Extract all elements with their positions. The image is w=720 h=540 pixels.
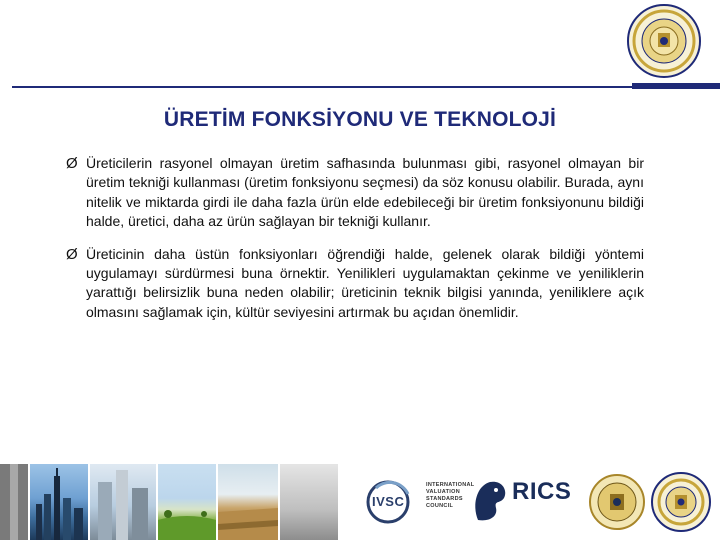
- ivsc-line: VALUATION: [426, 489, 460, 495]
- bullet-item: [66, 245, 644, 323]
- ivsc-line: STANDARDS: [426, 496, 463, 502]
- header-rule-thick: [632, 83, 720, 89]
- ivsc-line: INTERNATIONAL: [426, 482, 475, 488]
- city-skyline-photo-icon: [30, 464, 88, 540]
- header-rule-thin: [12, 86, 632, 88]
- ankara-university-seal-icon: [624, 2, 704, 80]
- slide-content: [66, 154, 644, 335]
- bullet-item: [66, 154, 644, 232]
- ivsc-line: COUNCIL: [426, 503, 454, 509]
- green-field-photo-icon: [158, 464, 216, 540]
- misc-photo-icon: [280, 464, 338, 540]
- rics-lion-icon: [470, 476, 510, 526]
- bullet-text: Üreticilerin rasyonel olmayan üretim safhasında bulunması gibi, rasyonel olmayan bir üretim tekniği kullanması (üretim fonksiyonu seçmesi) da söz konusu olabilir. Burada, aynı nitelik ve miktarda girdi ile daha fazla ürün elde edebileceği bir üretim fonksiyonunu bildiği halde, üretici, daha az ürün sağlayan bir tekniği kullanır.: [86, 155, 644, 230]
- ivsc-acronym: IVSC: [372, 494, 405, 509]
- arrow-bullet-icon: Ø: [66, 155, 78, 172]
- bullet-text: Üreticinin daha üstün fonksiyonları öğrendiği halde, gelenek olarak bildiği yöntemi uygulamayı sürdürmesi buna örnektir. Yenilikleri uygulamaktan çekinme ve yeniliklerin yarattığı belirsizlik buna neden olabilir; üreticinin teknik bilgisi yanında, yeniliklere açık olmasını sağlamak için, kültür seviyesini artırmak bu açıdan önemlidir.: [86, 245, 644, 320]
- university-seal-gold-icon: [588, 468, 646, 536]
- ankara-university-seal-icon: [650, 468, 712, 536]
- rics-logo-text: RICS: [512, 478, 572, 505]
- footer-band: [0, 464, 720, 540]
- page-title: ÜRETİM FONKSİYONU VE TEKNOLOJİ: [163, 108, 557, 131]
- footer-grey-strip: [0, 464, 28, 540]
- office-towers-photo-icon: [90, 464, 156, 540]
- ivsc-name: [426, 482, 474, 510]
- farmland-photo-icon: [218, 464, 278, 540]
- arrow-bullet-icon: Ø: [66, 245, 78, 263]
